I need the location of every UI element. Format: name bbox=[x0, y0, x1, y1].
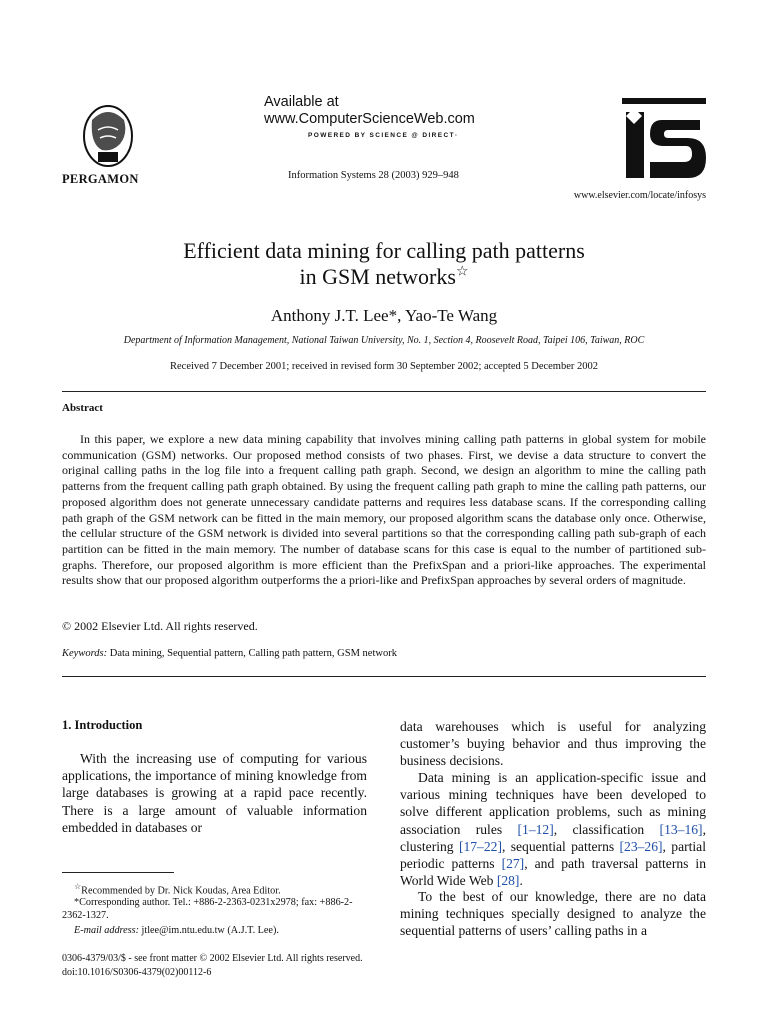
keywords bbox=[62, 648, 397, 659]
text-segment: . bbox=[519, 873, 523, 889]
citation-link[interactable]: [17–22] bbox=[458, 838, 502, 854]
doi-line[interactable]: doi:10.1016/S0306-4379(02)00112-6 bbox=[62, 967, 212, 978]
section-heading-introduction: 1. Introduction bbox=[62, 718, 143, 732]
citation-link[interactable]: [1–12] bbox=[517, 821, 554, 837]
available-line1: Available at bbox=[264, 94, 339, 110]
available-url[interactable]: www.ComputerScienceWeb.com bbox=[264, 111, 475, 127]
intro-right-paragraph-2 bbox=[400, 769, 706, 889]
text-segment: , and path traversal patterns in World Wide Web bbox=[400, 856, 706, 889]
is-journal-logo-icon bbox=[622, 98, 706, 184]
divider-top bbox=[62, 391, 706, 392]
journal-url[interactable]: www.elsevier.com/locate/infosys bbox=[573, 190, 706, 201]
intro-right-paragraph-1: data warehouses which is useful for analyzing customer’s buying behavior and thus improving the business decisions. bbox=[400, 719, 706, 769]
received-dates: Received 7 December 2001; received in revised form 30 September 2002; accepted 5 December 2002 bbox=[170, 361, 598, 372]
title-line1: Efficient data mining for calling path patterns bbox=[183, 238, 585, 263]
text-segment: Data mining is an application-specific issue and various mining techniques have been developed to solve different application problems, such as mining association rules bbox=[400, 770, 706, 837]
powered-by: POWERED BY SCIENCE @ DIRECT· bbox=[308, 132, 459, 139]
footnote-email bbox=[62, 924, 367, 937]
text-segment: , partial periodic patterns bbox=[400, 838, 706, 872]
title-star-icon[interactable]: ☆ bbox=[455, 264, 469, 280]
email-value[interactable]: jtlee@im.ntu.edu.tw (A.J.T. Lee). bbox=[139, 925, 279, 936]
email-label: E-mail address: bbox=[74, 925, 139, 936]
citation-link[interactable]: [27] bbox=[501, 856, 525, 872]
journal-reference: Information Systems 28 (2003) 929–948 bbox=[288, 170, 459, 181]
citation-link[interactable]: [13–16] bbox=[659, 821, 703, 837]
text-segment: , classification bbox=[553, 821, 660, 837]
footnote-corresponding: *Corresponding author. Tel.: +886-2-2363-0231x2978; fax: +886-2-2362-1327. bbox=[62, 897, 353, 921]
footnote-star-icon: ☆ bbox=[74, 882, 82, 891]
divider-bottom bbox=[62, 676, 706, 677]
abstract-copyright: © 2002 Elsevier Ltd. All rights reserved. bbox=[62, 619, 258, 633]
citation-link[interactable]: [28] bbox=[496, 873, 520, 889]
text-segment: , sequential patterns bbox=[501, 838, 620, 854]
footnote-divider bbox=[62, 872, 174, 873]
citation-link[interactable]: [23–26] bbox=[619, 838, 663, 854]
authors: Anthony J.T. Lee*, Yao-Te Wang bbox=[270, 306, 498, 325]
publisher-name: PERGAMON bbox=[62, 172, 139, 186]
title-line2: in GSM networks bbox=[299, 264, 456, 289]
abstract-heading: Abstract bbox=[62, 402, 103, 414]
keywords-value: Data mining, Sequential pattern, Calling path pattern, GSM network bbox=[109, 648, 397, 659]
intro-left-paragraph: With the increasing use of computing for various applications, the importance of mining knowledge from large databases is growing at a rapid pace recently. There is a large amount of valuable information embedded in databases or bbox=[62, 751, 367, 835]
paper-title bbox=[0, 238, 768, 290]
keywords-label: Keywords: bbox=[62, 648, 108, 659]
intro-right-paragraph-3: To the best of our knowledge, there are no data mining techniques specially designed to analyze the sequential patterns of users’ calling paths in a bbox=[400, 889, 706, 939]
front-matter-line: 0306-4379/03/$ - see front matter © 2002 Elsevier Ltd. All rights reserved. bbox=[62, 953, 363, 964]
abstract-body: In this paper, we explore a new data mining capability that involves mining calling path patterns in global system for mobile communication (GSM) networks. Our proposed method consists of two phases. First, we devise a data structure to convert the original calling paths in the log file into a frequent calling path graph. Second, we design an algorithm to mine the calling path patterns from the frequent calling path graph obtained. By using the frequent calling path graph to mine the calling path patterns, our proposed algorithm does not generate unnecessary candidate patterns and requires less database scans. If the corresponding calling path graph of the GSM network can be fitted in the main memory, our proposed algorithm scans the database only once. Otherwise, the cellular structure of the GSM network is divided into several partitions so that the corresponding calling path sub-graph of each partition can be fitted in the main memory. The number of database scans for this case is equal to the number of partitioned sub-graphs. Therefore, our proposed algorithm is more efficient than the PrefixSpan and a priori-like approaches. The experimental results show that our proposed algorithm outperforms the a priori-like and PrefixSpan approaches by several orders of magnitude. bbox=[62, 432, 706, 588]
elsevier-tree-icon bbox=[62, 100, 154, 170]
footnote-editor bbox=[62, 880, 367, 897]
available-at bbox=[264, 94, 475, 128]
footnote-editor-text: Recommended by Dr. Nick Koudas, Area Editor. bbox=[81, 885, 281, 897]
text-segment: , clustering bbox=[400, 821, 706, 854]
affiliation: Department of Information Management, National Taiwan University, No. 1, Section 4, Roosevelt Road, Taipei 106, Taiwan, ROC bbox=[123, 335, 645, 346]
